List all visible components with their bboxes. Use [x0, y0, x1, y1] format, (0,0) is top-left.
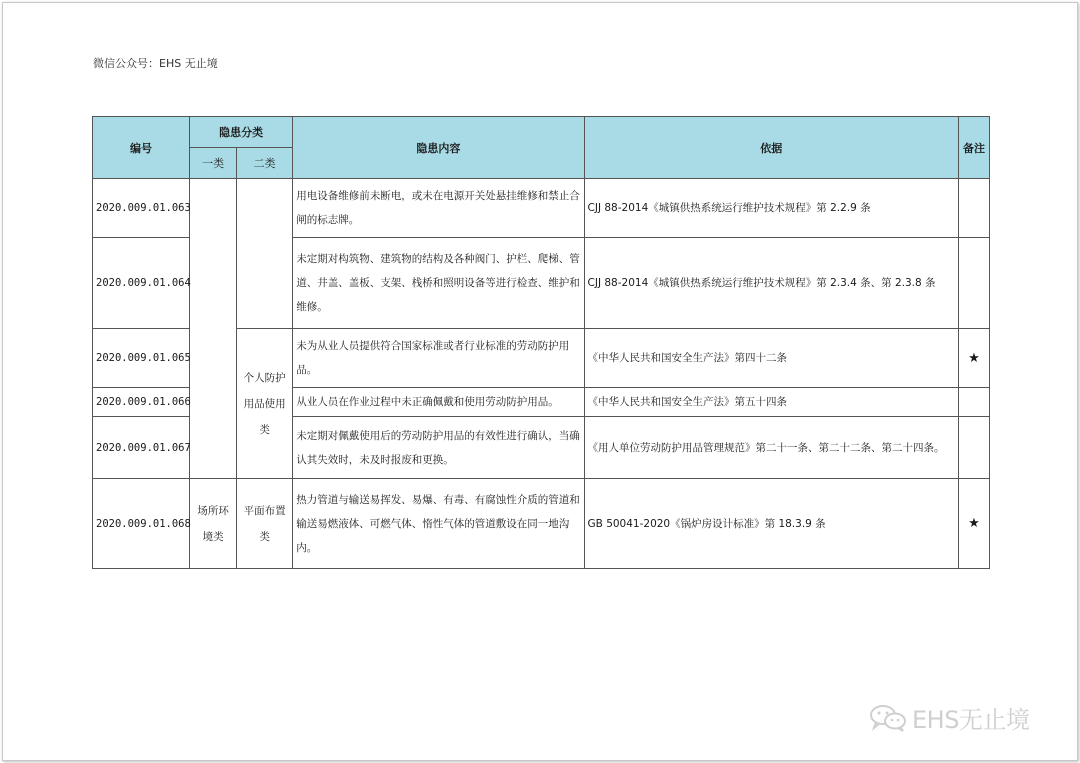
- table-row: [93, 179, 990, 238]
- row-remark: ★: [958, 329, 989, 388]
- row-remark: [958, 238, 989, 329]
- cat1-site: 场所环境类: [190, 479, 237, 569]
- row-basis: 《中华人民共和国安全生产法》第五十四条: [584, 388, 958, 417]
- row-id: 2020.009.01.065: [93, 329, 190, 388]
- row-content: 未定期对佩戴使用后的劳动防护用品的有效性进行确认，当确认其失效时，未及时报废和更换。: [293, 417, 584, 479]
- row-basis: CJJ 88-2014《城镇供热系统运行维护技术规程》第 2.2.9 条: [584, 179, 958, 238]
- row-content: 未为从业人员提供符合国家标准或者行业标准的劳动防护用品。: [293, 329, 584, 388]
- row-content: 未定期对构筑物、建筑物的结构及各种阀门、护栏、爬梯、管道、井盖、盖板、支架、栈桥和照明设备等进行检查、维护和维修。: [293, 238, 584, 329]
- wechat-icon: [868, 703, 908, 733]
- row-remark: [958, 388, 989, 417]
- col-header-cat1: 一类: [190, 148, 237, 179]
- row-content: 从业人员在作业过程中未正确佩戴和使用劳动防护用品。: [293, 388, 584, 417]
- row-id: 2020.009.01.067: [93, 417, 190, 479]
- col-header-cat2: 二类: [237, 148, 293, 179]
- col-header-remark: 备注: [958, 117, 989, 179]
- col-header-basis: 依据: [584, 117, 958, 179]
- col-header-content: 隐患内容: [293, 117, 584, 179]
- row-id: 2020.009.01.064: [93, 238, 190, 329]
- cat1-empty-cell: [190, 179, 237, 479]
- col-header-id: 编号: [93, 117, 190, 179]
- cat2-ppe: 个人防护用品使用类: [237, 329, 293, 479]
- watermark: [868, 700, 1029, 735]
- row-basis: CJJ 88-2014《城镇供热系统运行维护技术规程》第 2.3.4 条、第 2.3.8 条: [584, 238, 958, 329]
- cat2-layout: 平面布置类: [237, 479, 293, 569]
- hazard-table: [92, 116, 990, 569]
- row-basis: 《中华人民共和国安全生产法》第四十二条: [584, 329, 958, 388]
- watermark-text: EHS无止境: [912, 706, 1030, 734]
- row-content: 用电设备维修前未断电，或未在电源开关处悬挂维修和禁止合闸的标志牌。: [293, 179, 584, 238]
- row-remark: [958, 179, 989, 238]
- cat2-empty-cell: [237, 179, 293, 329]
- col-header-category: 隐患分类: [190, 117, 293, 148]
- row-id: 2020.009.01.066: [93, 388, 190, 417]
- row-content: 热力管道与输送易挥发、易爆、有毒、有腐蚀性介质的管道和输送易燃液体、可燃气体、惰性气体的管道敷设在同一地沟内。: [293, 479, 584, 569]
- row-id: 2020.009.01.068: [93, 479, 190, 569]
- row-remark: [958, 417, 989, 479]
- row-basis: GB 50041-2020《锅炉房设计标准》第 18.3.9 条: [584, 479, 958, 569]
- row-remark: ★: [958, 479, 989, 569]
- row-id: 2020.009.01.063: [93, 179, 190, 238]
- source-note: 微信公众号：EHS 无止境: [93, 57, 218, 70]
- row-basis: 《用人单位劳动防护用品管理规范》第二十一条、第二十二条、第二十四条。: [584, 417, 958, 479]
- table-row: [93, 479, 990, 569]
